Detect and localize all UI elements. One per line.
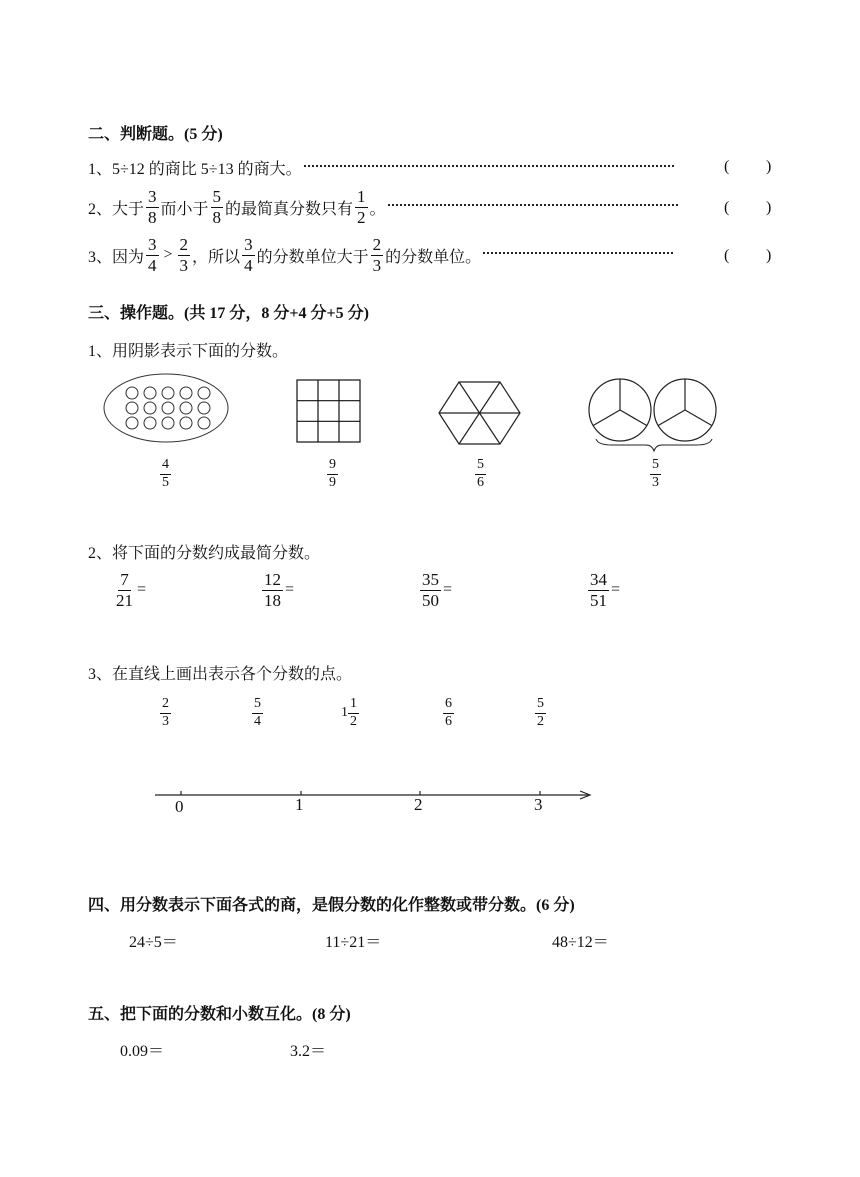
small-circle[interactable] <box>180 387 192 399</box>
numerator: 6 <box>443 697 454 714</box>
axis-label-2: 2 <box>414 795 423 814</box>
small-circle[interactable] <box>162 417 174 429</box>
question-text: 1、5÷12 的商比 5÷13 的商大。 <box>88 161 302 178</box>
numerator: 35 <box>422 570 439 589</box>
hexagon-figure[interactable] <box>439 382 520 444</box>
denominator: 4 <box>244 255 253 275</box>
numerator: 2 <box>179 235 189 254</box>
convert-item-1[interactable]: 0.09＝ <box>120 1043 165 1060</box>
numerator: 5 <box>535 697 546 714</box>
numerator: 7 <box>120 570 129 589</box>
grid-3x3-figure[interactable] <box>297 380 360 442</box>
question-text: 3、因为 <box>88 248 145 266</box>
fraction <box>211 188 224 227</box>
division-item-3[interactable]: 48÷12＝ <box>552 934 609 951</box>
denominator: 21 <box>116 590 133 610</box>
small-circle[interactable] <box>180 417 192 429</box>
fraction <box>178 236 191 275</box>
numberline-fraction-4 <box>443 697 454 729</box>
denominator: 3 <box>179 255 189 275</box>
ellipse-dots-figure[interactable] <box>104 374 228 442</box>
shade-fraction-2 <box>327 458 338 490</box>
numerator: 9 <box>327 458 338 475</box>
numerator: 1 <box>357 187 366 206</box>
numerator: 5 <box>212 187 222 206</box>
numberline-mixed-fraction <box>341 697 361 729</box>
division-item-1[interactable]: 24÷5＝ <box>129 934 178 951</box>
answer-paren-open[interactable]: ( <box>724 158 730 175</box>
convert-item-2[interactable]: 3.2＝ <box>290 1043 327 1060</box>
denominator: 4 <box>148 255 157 275</box>
denominator: 2 <box>537 713 544 729</box>
small-circle[interactable] <box>180 402 192 414</box>
question-text: 的分数单位大于 <box>256 248 369 266</box>
small-circle[interactable] <box>144 417 156 429</box>
small-circle[interactable] <box>198 387 210 399</box>
fraction <box>242 236 255 275</box>
question-text: 的分数单位。 <box>385 248 482 266</box>
simplify-item-4[interactable] <box>586 571 620 610</box>
fraction <box>146 188 159 227</box>
question-text: 而小于 <box>160 200 209 218</box>
small-circle[interactable] <box>126 417 138 429</box>
section2-title: 二、判断题。(5 分) <box>88 126 223 143</box>
denominator: 3 <box>162 713 169 729</box>
shade-fraction-4 <box>650 458 661 490</box>
simplify-item-1[interactable] <box>112 571 146 610</box>
numerator: 12 <box>264 570 281 589</box>
denominator: 8 <box>212 207 222 227</box>
denominator: 9 <box>329 474 336 490</box>
shade-fraction-3 <box>475 458 486 490</box>
answer-paren-close[interactable]: ) <box>766 199 772 216</box>
fraction <box>146 236 159 275</box>
question-text: 2、大于 <box>88 200 145 218</box>
denominator: 2 <box>357 207 366 227</box>
equals-sign: = <box>443 581 453 599</box>
small-circle[interactable] <box>144 402 156 414</box>
numerator: 2 <box>160 697 171 714</box>
numerator: 3 <box>244 235 253 254</box>
division-item-2[interactable]: 11÷21＝ <box>325 934 382 951</box>
numerator: 3 <box>148 187 157 206</box>
dotted-leader <box>388 204 678 206</box>
numerator: 5 <box>650 458 661 475</box>
denominator: 50 <box>422 590 439 610</box>
simplify-item-3[interactable] <box>418 571 452 610</box>
numerator: 2 <box>372 235 382 254</box>
sub1-title: 1、用阴影表示下面的分数。 <box>88 343 289 360</box>
two-circles-figure[interactable] <box>589 379 716 451</box>
equals-sign: = <box>137 581 147 599</box>
answer-paren-open[interactable]: ( <box>724 247 730 264</box>
judge-question-3 <box>88 236 675 275</box>
dotted-leader <box>304 165 674 167</box>
small-circle[interactable] <box>198 417 210 429</box>
dotted-leader <box>483 252 673 254</box>
axis-label-3: 3 <box>534 795 543 814</box>
judge-question-2 <box>88 188 680 227</box>
sub3-title: 3、在直线上画出表示各个分数的点。 <box>88 666 353 683</box>
denominator: 6 <box>445 713 452 729</box>
small-circle[interactable] <box>162 387 174 399</box>
section5-title: 五、把下面的分数和小数互化。(8 分) <box>88 1006 351 1023</box>
denominator: 6 <box>477 474 484 490</box>
equals-sign: = <box>285 581 295 599</box>
answer-paren-close[interactable]: ) <box>766 158 772 175</box>
number-line[interactable] <box>0 780 860 820</box>
judge-question-1 <box>88 156 676 179</box>
numerator: 5 <box>252 697 263 714</box>
fraction <box>371 236 384 275</box>
denominator: 3 <box>652 474 659 490</box>
denominator: 18 <box>264 590 281 610</box>
numerator: 3 <box>148 235 157 254</box>
numerator: 34 <box>590 570 607 589</box>
simplify-item-2[interactable] <box>260 571 294 610</box>
denominator: 5 <box>162 474 169 490</box>
equals-sign: = <box>611 581 621 599</box>
question-text: 。 <box>369 200 386 218</box>
numerator: 5 <box>475 458 486 475</box>
fraction <box>355 188 368 227</box>
shading-figures <box>0 360 860 460</box>
section3-title: 三、操作题。(共 17 分，8 分+4 分+5 分) <box>88 305 369 322</box>
section4-title: 四、用分数表示下面各式的商，是假分数的化作整数或带分数。(6 分) <box>88 897 575 914</box>
shade-fraction-1 <box>160 458 171 490</box>
denominator: 4 <box>254 713 261 729</box>
numberline-fraction-2 <box>252 697 263 729</box>
axis-label-0: 0 <box>175 797 184 816</box>
question-text: ，所以 <box>192 248 241 266</box>
sub2-title: 2、将下面的分数约成最简分数。 <box>88 545 321 562</box>
denominator: 8 <box>148 207 157 227</box>
small-circle[interactable] <box>144 387 156 399</box>
numerator: 4 <box>160 458 171 475</box>
numberline-fraction-5 <box>535 697 546 729</box>
denominator: 51 <box>590 590 607 610</box>
small-circle[interactable] <box>198 402 210 414</box>
question-text: 的最简真分数只有 <box>225 200 354 218</box>
answer-paren-close[interactable]: ) <box>766 247 772 264</box>
answer-paren-open[interactable]: ( <box>724 199 730 216</box>
numberline-fraction-1 <box>160 697 171 729</box>
denominator: 3 <box>372 255 382 275</box>
small-circle[interactable] <box>126 402 138 414</box>
axis-label-1: 1 <box>295 795 304 814</box>
small-circle[interactable] <box>126 387 138 399</box>
whole-part: 1 <box>341 705 348 721</box>
greater-than-sign: > <box>163 246 173 264</box>
small-circle[interactable] <box>162 402 174 414</box>
denominator: 2 <box>350 713 357 729</box>
numerator: 1 <box>348 697 359 714</box>
